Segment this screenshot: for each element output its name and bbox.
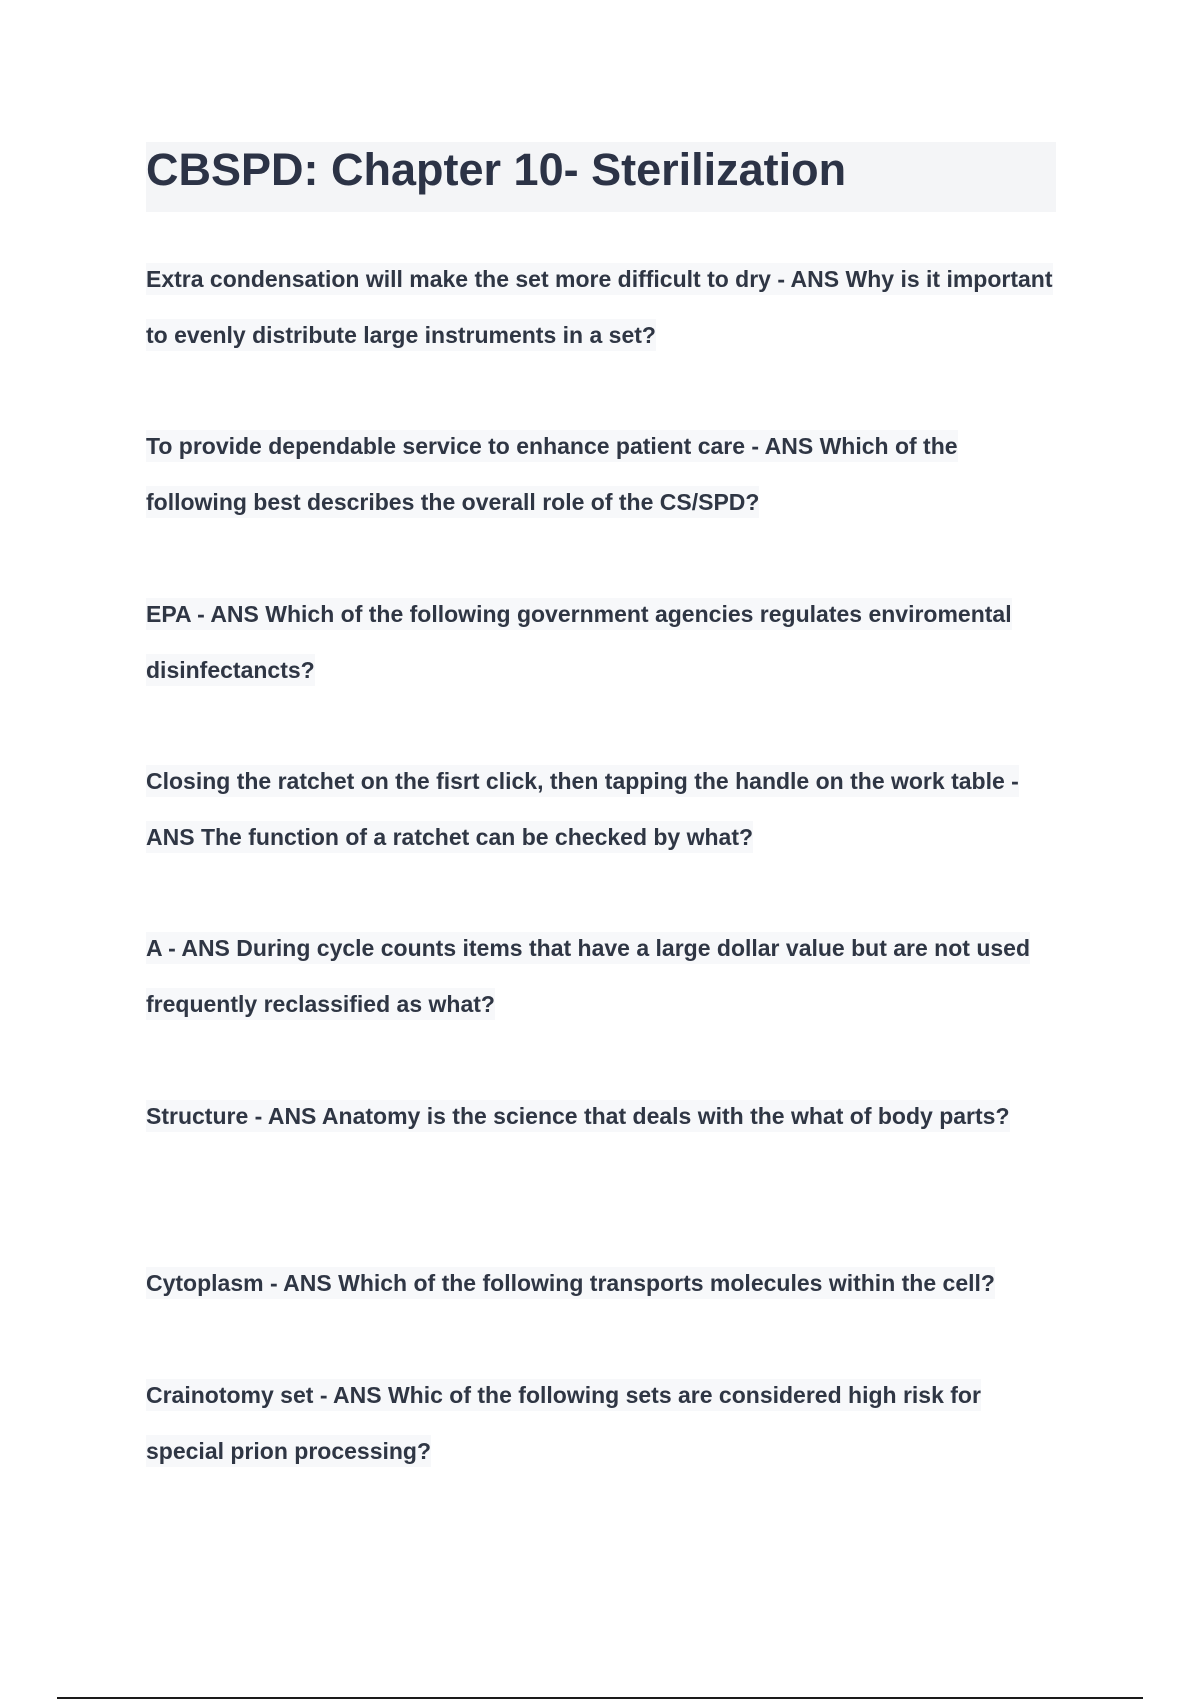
page-title: CBSPD: Chapter 10- Sterilization xyxy=(146,144,847,195)
qa-entry xyxy=(146,251,1056,363)
qa-entry xyxy=(146,1255,1056,1311)
footer-divider xyxy=(57,1697,1143,1699)
qa-entry xyxy=(146,1367,1056,1479)
qa-entry-text: Cytoplasm - ANS Which of the following transports molecules within the cell? xyxy=(146,1267,995,1299)
qa-entry-text: Closing the ratchet on the fisrt click, then tapping the handle on the work table - ANS The function of a ratchet can be checked by what? xyxy=(146,765,1019,853)
qa-entry-text: Extra condensation will make the set more difficult to dry - ANS Why is it important to evenly distribute large instruments in a set? xyxy=(146,263,1053,351)
qa-entry xyxy=(146,586,1056,698)
qa-entry-text: A - ANS During cycle counts items that have a large dollar value but are not used frequently reclassified as what? xyxy=(146,932,1030,1020)
qa-entry xyxy=(146,920,1056,1032)
qa-entry xyxy=(146,1088,1056,1144)
qa-entry-text: To provide dependable service to enhance patient care - ANS Which of the following best describes the overall role of the CS/SPD? xyxy=(146,430,958,518)
qa-entry xyxy=(146,753,1056,865)
qa-entry-text: EPA - ANS Which of the following government agencies regulates enviromental disinfectancts? xyxy=(146,598,1012,686)
qa-entry-text: Crainotomy set - ANS Whic of the following sets are considered high risk for special prion processing? xyxy=(146,1379,981,1467)
qa-entry-text: Structure - ANS Anatomy is the science that deals with the what of body parts? xyxy=(146,1100,1010,1132)
qa-entry xyxy=(146,418,1056,530)
